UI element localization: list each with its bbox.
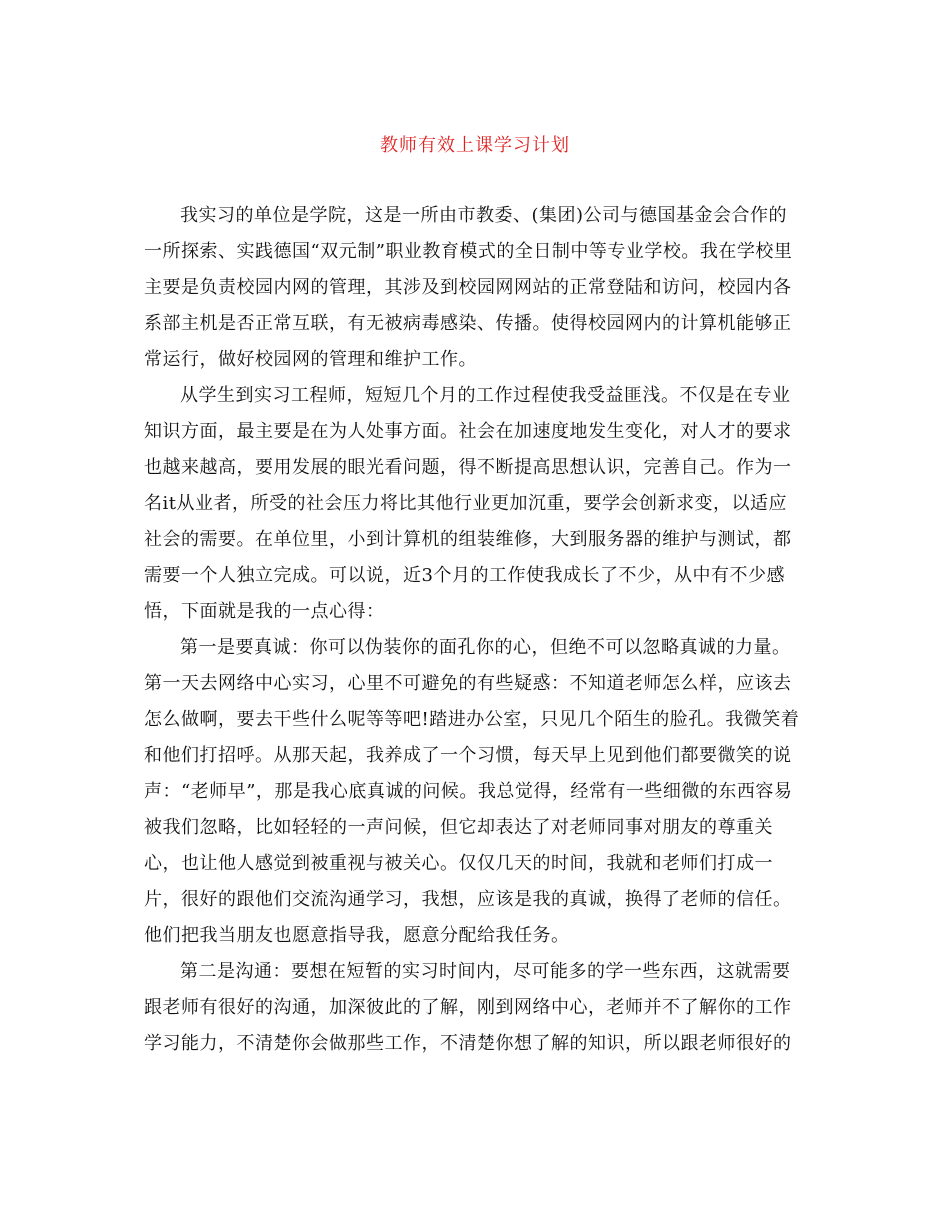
paragraph-line: 跟老师有很好的沟通，加深彼此的了解，刚到网络中心，老师并不了解你的工作 bbox=[144, 997, 792, 1018]
paragraph-line: 悟，下面就是我的一点心得： bbox=[144, 601, 385, 622]
paragraph-line: 知识方面，最主要是在为人处事方面。社会在加速度地发生变化，对人才的要求 bbox=[144, 421, 792, 442]
paragraph-line: 从学生到实习工程师，短短几个月的工作过程使我受益匪浅。不仅是在专业 bbox=[180, 385, 791, 406]
paragraph-line: 怎么做啊，要去干些什么呢等等吧!踏进办公室，只见几个陌生的脸孔。我微笑着 bbox=[144, 709, 800, 730]
paragraph-line: 被我们忽略，比如轻轻的一声问候，但它却表达了对老师同事对朋友的尊重关 bbox=[144, 817, 773, 838]
paragraph-line: 心，也让他人感觉到被重视与被关心。仅仅几天的时间，我就和老师们打成一 bbox=[144, 853, 773, 874]
document-title: 教师有效上课学习计划 bbox=[380, 135, 570, 156]
paragraph-line: 第二是沟通：要想在短暂的实习时间内，尽可能多的学一些东西，这就需要 bbox=[180, 961, 791, 982]
paragraph-line: 和他们打招呼。从那天起，我养成了一个习惯，每天早上见到他们都要微笑的说 bbox=[144, 745, 792, 766]
paragraph-line: 也越来越高，要用发展的眼光看问题，得不断提高思想认识，完善自己。作为一 bbox=[144, 457, 792, 478]
paragraph-line: 需要一个人独立完成。可以说，近3个月的工作使我成长了不少，从中有不少感 bbox=[144, 565, 785, 586]
paragraph-line: 片，很好的跟他们交流沟通学习，我想，应该是我的真诚，换得了老师的信任。 bbox=[144, 889, 792, 910]
paragraph-line: 名it从业者，所受的社会压力将比其他行业更加沉重，要学会创新求变，以适应 bbox=[144, 493, 787, 514]
paragraph-line: 系部主机是否正常互联，有无被病毒感染、传播。使得校园网内的计算机能够正 bbox=[144, 313, 792, 334]
paragraph-line: 一所探索、实践德国“双元制”职业教育模式的全日制中等专业学校。我在学校里 bbox=[144, 241, 793, 262]
paragraph-line: 学习能力，不清楚你会做那些工作，不清楚你想了解的知识，所以跟老师很好的 bbox=[144, 1033, 792, 1054]
paragraph-line: 他们把我当朋友也愿意指导我，愿意分配给我任务。 bbox=[144, 925, 570, 946]
paragraph-line: 声：“老师早”，那是我心底真诚的问候。我总觉得，经常有一些细微的东西容易 bbox=[144, 781, 793, 802]
paragraph-line: 常运行，做好校园网的管理和维护工作。 bbox=[144, 349, 477, 370]
paragraph-line: 我实习的单位是学院，这是一所由市教委、(集团)公司与德国基金会合作的 bbox=[180, 205, 788, 226]
paragraph-line: 第一是要真诚：你可以伪装你的面孔你的心，但绝不可以忽略真诚的力量。 bbox=[180, 637, 791, 658]
paragraph-line: 社会的需要。在单位里，小到计算机的组装维修，大到服务器的维护与测试，都 bbox=[144, 529, 792, 550]
paragraph-line: 主要是负责校园内网的管理，其涉及到校园网网站的正常登陆和访问，校园内各 bbox=[144, 277, 792, 298]
paragraph-line: 第一天去网络中心实习，心里不可避免的有些疑惑：不知道老师怎么样，应该去 bbox=[144, 673, 792, 694]
